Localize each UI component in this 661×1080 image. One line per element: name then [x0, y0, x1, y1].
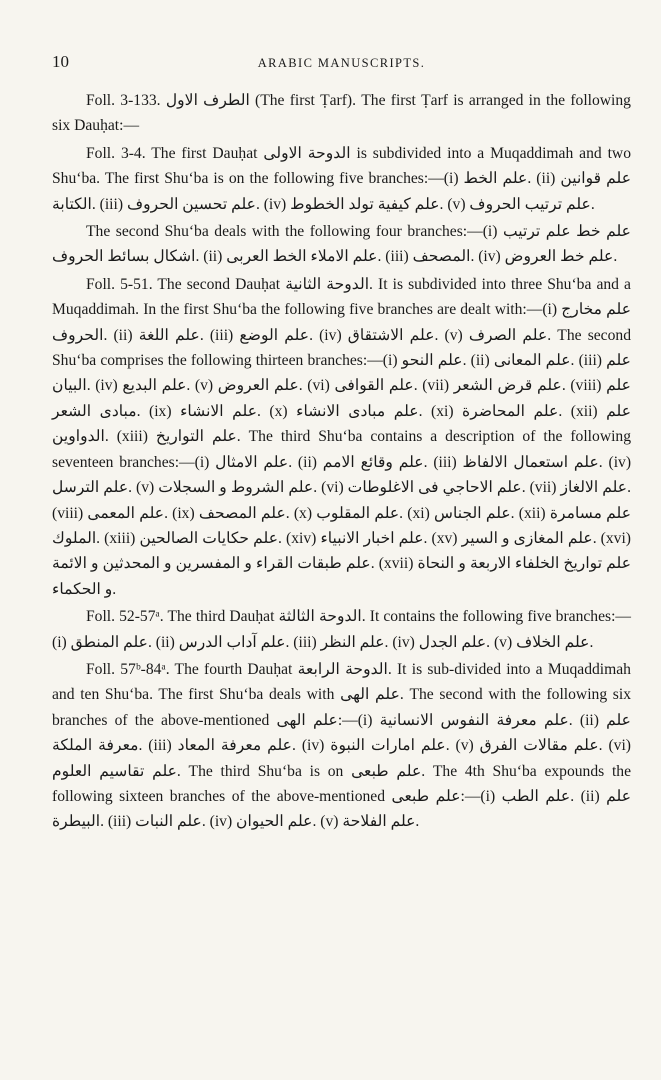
page-header [52, 52, 631, 78]
paragraph-first-dauhat: Foll. 3-4. The first Dauḥat الدوحة الاولى is subdivided into a Muqaddimah and two Shuʻba. The first Shuʻba is on the following five branches:—(i) علم الخط. (ii) علم قوانين الكتابة. (iii) علم تحسين الحروف. (iv) علم كيفية تولد الخطوط. (v) علم ترتيب الحروف. [52, 144, 631, 213]
paragraph-third-dauhat: Foll. 52-57ᵃ. The third Dauḥat الدوحة الثالثة. It contains the following five branches:—(i) علم المنطق. (ii) علم آداب الدرس. (iii) علم النظر. (iv) علم الجدل. (v) علم الخلاف. [52, 608, 632, 651]
paragraph-first-tarf: Foll. 3-133. الطرف الاول (The first Ṭarf). The first Ṭarf is arranged in the following six Dauḥat:— [52, 92, 631, 135]
paragraph-second-shuba: The second Shuʻba deals with the following four branches:—(i) علم خط علم ترتيب اشكال بسائط الحروف. (ii) علم الاملاء الخط العربى. (iii) المصحف. (iv) علم خط العروض. [52, 223, 631, 266]
body-text [52, 88, 631, 835]
running-head: ARABIC MANUSCRIPTS. [257, 56, 426, 70]
paragraph-fourth-dauhat: Foll. 57ᵇ-84ᵃ. The fourth Dauḥat الدوحة الرابعة. It is sub-divided into a Muqaddimah and ten Shuʻba. The first Shuʻba deals with علم الهى. The second with the following six branches of the above-mentioned علم الهى:—(i) علم معرفة النفوس الانسانية. (ii) علم معرفة الملكة. (iii) علم معرفة المعاد. (iv) علم امارات النبوة. (v) علم مقالات الفرق. (vi) علم تقاسيم العلوم. The third Shuʻba is on علم طبعى. The 4th Shuʻba expounds the following sixteen branches of the above-mentioned علم طبعى:—(i) علم الطب. (ii) علم البيطرة. (iii) علم النبات. (iv) علم الحيوان. (v) علم الفلاحة. [52, 660, 632, 831]
paragraph-second-dauhat: Foll. 5-51. The second Dauḥat الدوحة الثانية. It is subdivided into three Shuʻba and a Muqaddimah. In the first Shuʻba the following five branches are dealt with:—(i) علم مخارج الحروف. (ii) علم اللغة. (iii) علم الوضع. (iv) علم الاشتقاق. (v) علم الصرف. The second Shuʻba comprises the following thirteen branches:—(i) علم النحو. (ii) علم المعانى. (iii) علم البيان. (iv) علم البديع. (v) علم العروض. (vi) علم القوافى. (vii) علم قرض الشعر. (viii) علم مبادى الشعر. (ix) علم الانشاء. (x) علم مبادى الانشاء. (xi) علم المحاضرة. (xii) علم الدواوين. (xiii) علم التواريخ. The third Shuʻba contains a description of the following seventeen branches:—(i) علم الامثال. (ii) علم وقائع الامم. (iii) علم استعمال الالفاظ. (iv) علم الترسل. (v) علم الشروط و السجلات. (vi) علم الاحاجي فى الاغلوطات. (vii) علم الالغاز. (viii) علم المعمى. (ix) علم المصحف. (x) علم المقلوب. (xi) علم الجناس. (xii) علم مسامرة الملوك. (xiii) علم حكايات الصالحين. (xiv) علم اخبار الانبياء. (xv) علم المغازى و السير. (xvi) علم طبقات القراء و المفسرين و المحدثين و الائمة. (xvii) علم تواريخ الخلفاء الاربعة و النحاة و الحكماء. [52, 275, 632, 598]
page-number: 10 [52, 52, 69, 71]
